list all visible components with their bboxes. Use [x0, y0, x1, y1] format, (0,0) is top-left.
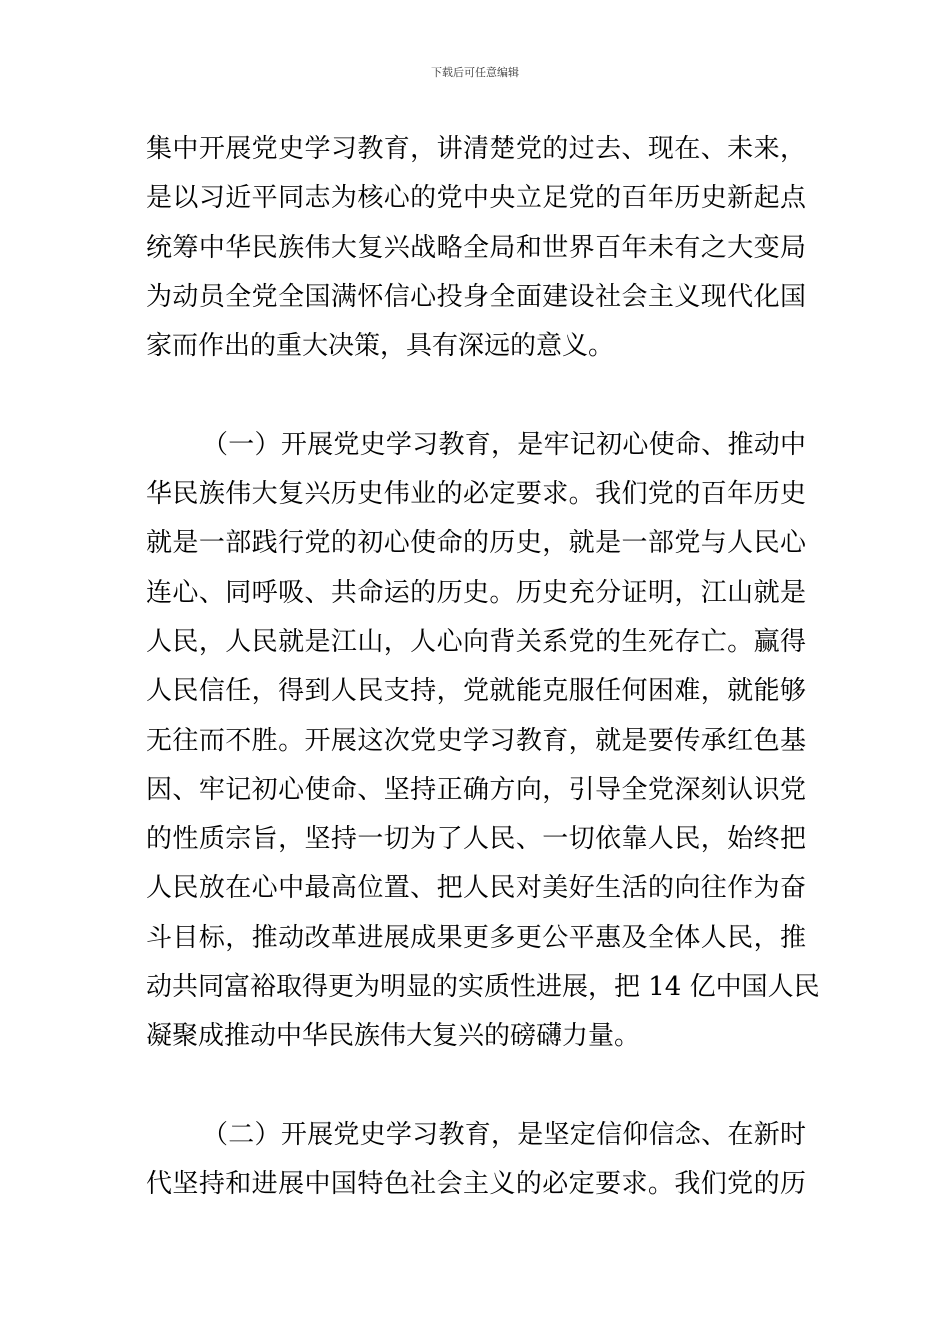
text-line: （二）开展党史学习教育，是坚定信仰信念、在新时	[202, 1119, 806, 1150]
text-line: 华民族伟大复兴历史伟业的必定要求。我们党的百年历史	[146, 479, 806, 510]
text-line: 集中开展党史学习教育，讲清楚党的过去、现在、未来，	[146, 134, 806, 164]
paragraph-gap	[146, 1062, 806, 1111]
paragraph-intro	[146, 125, 806, 371]
text-line: 的性质宗旨，坚持一切为了人民、一切依靠人民，始终把	[146, 824, 806, 855]
document-body	[146, 125, 820, 1210]
text-line: （一）开展党史学习教育，是牢记初心使命、推动中	[202, 429, 806, 460]
paragraph-section-2	[146, 1111, 806, 1210]
paragraph-section-1	[146, 421, 820, 1062]
text-line: 人民放在心中最高位置、把人民对美好生活的向往作为奋	[146, 873, 806, 904]
text-line: 就是一部践行党的初心使命的历史，就是一部党与人民心	[146, 528, 806, 559]
header-note: 下载后可任意编辑	[431, 66, 519, 79]
text-line: 是以习近平同志为核心的党中央立足党的百年历史新起点	[146, 183, 806, 214]
text-line: 无往而不胜。开展这次党史学习教育，就是要传承红色基	[146, 725, 806, 756]
text-line: 统筹中华民族伟大复兴战略全局和世界百年未有之大变局	[146, 232, 806, 263]
text-line: 人民，人民就是江山，人心向背关系党的生死存亡。赢得	[146, 626, 806, 657]
paragraph-gap	[146, 371, 806, 420]
text-line: 动共同富裕取得更为明显的实质性进展，把 14 亿中国人民	[146, 972, 820, 1003]
text-line: 凝聚成推动中华民族伟大复兴的磅礴力量。	[146, 1021, 641, 1052]
text-line: 斗目标，推动改革进展成果更多更公平惠及全体人民，推	[146, 922, 806, 953]
text-line: 家而作出的重大决策，具有深远的意义。	[146, 331, 615, 362]
text-line: 连心、同呼吸、共命运的历史。历史充分证明，江山就是	[146, 577, 806, 608]
text-line: 因、牢记初心使命、坚持正确方向，引导全党深刻认识党	[146, 774, 806, 805]
text-line: 代坚持和进展中国特色社会主义的必定要求。我们党的历	[146, 1169, 806, 1200]
text-line: 人民信任，得到人民支持，党就能克服任何困难，就能够	[146, 676, 806, 707]
text-line: 为动员全党全国满怀信心投身全面建设社会主义现代化国	[146, 281, 806, 312]
